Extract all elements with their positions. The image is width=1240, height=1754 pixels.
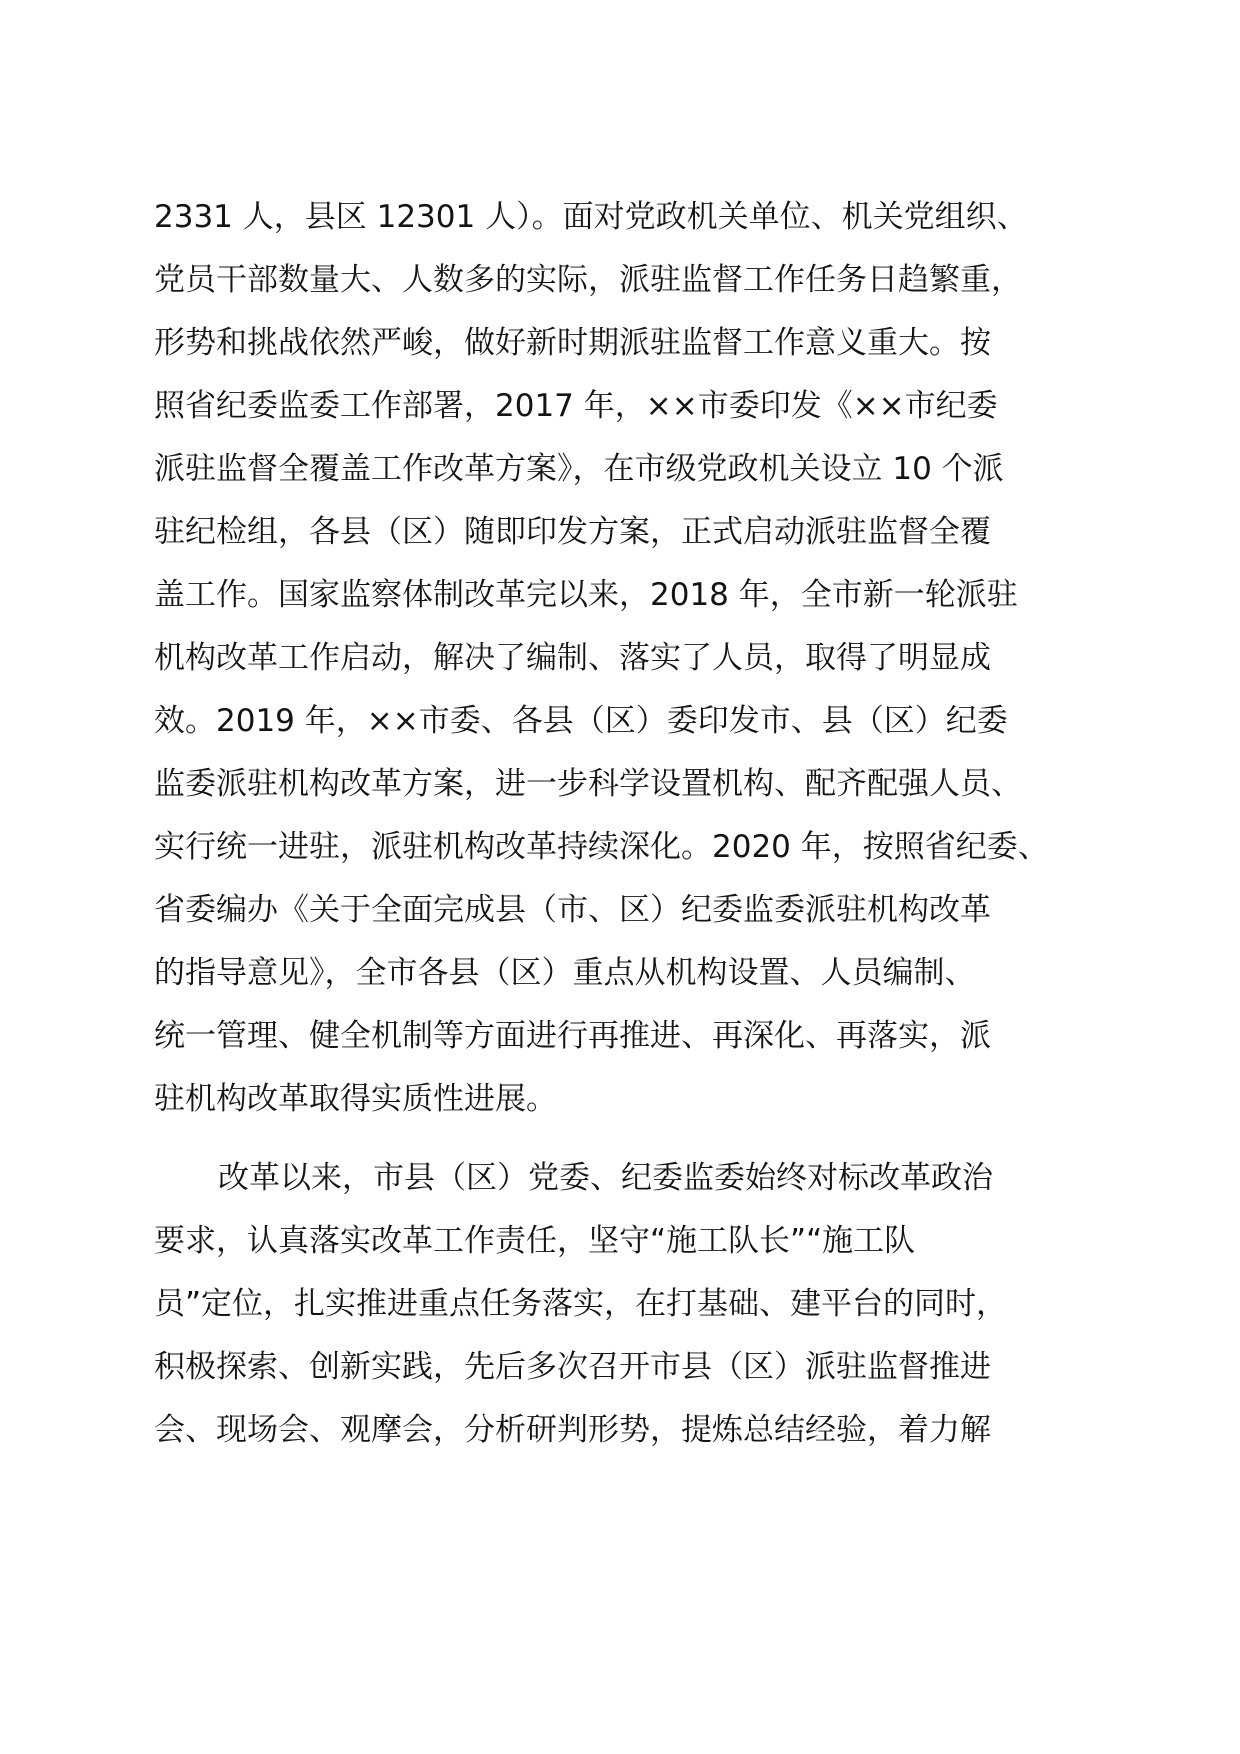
text-line: 党员干部数量大、人数多的实际，派驻监督工作任务日趋繁重， — [154, 262, 1022, 298]
text-line: 照省纪委监委工作部署，2017 年，××市委印发《××市纪委 — [154, 388, 998, 424]
text-line: 省委编办《关于全面完成县（市、区）纪委监委派驻机构改革 — [154, 892, 991, 928]
text-line: 改革以来，市县（区）党委、纪委监委始终对标改革政治 — [218, 1160, 993, 1196]
text-line: 会、现场会、观摩会，分析研判形势，提炼总结经验，着力解 — [154, 1412, 991, 1448]
text-line: 积极探索、创新实践，先后多次召开市县（区）派驻监督推进 — [154, 1349, 991, 1385]
text-line: 盖工作。国家监察体制改革完以来，2018 年，全市新一轮派驻 — [154, 577, 1018, 613]
text-line: 员”定位，扎实推进重点任务落实，在打基础、建平台的同时， — [154, 1286, 1008, 1322]
text-line: 效。2019 年，××市委、各县（区）委印发市、县（区）纪委 — [154, 703, 1008, 739]
document-body — [154, 186, 1114, 1462]
text-line: 的指导意见》，全市各县（区）重点从机构设置、人员编制、 — [154, 955, 976, 991]
text-line: 统一管理、健全机制等方面进行再推进、再深化、再落实，派 — [154, 1018, 991, 1054]
text-line: 形势和挑战依然严峻，做好新时期派驻监督工作意义重大。按 — [154, 325, 991, 361]
text-line: 实行统一进驻，派驻机构改革持续深化。2020 年，按照省纪委、 — [154, 829, 1049, 865]
text-line: 驻机构改革取得实质性进展。 — [154, 1081, 557, 1117]
text-line: 派驻监督全覆盖工作改革方案》，在市级党政机关设立 10 个派 — [154, 451, 1004, 487]
text-line: 2331 人，县区 12301 人）。面对党政机关单位、机关党组织、 — [154, 199, 1028, 235]
text-line: 要求，认真落实改革工作责任，坚守“施工队长”“施工队 — [154, 1223, 916, 1259]
paragraph-spacing — [154, 1131, 1114, 1147]
text-line: 机构改革工作启动，解决了编制、落实了人员，取得了明显成 — [154, 640, 991, 676]
text-line: 驻纪检组，各县（区）随即印发方案，正式启动派驻监督全覆 — [154, 514, 991, 550]
text-line: 监委派驻机构改革方案，进一步科学设置机构、配齐配强人员、 — [154, 766, 1022, 802]
paragraph-2 — [154, 1147, 1114, 1462]
paragraph-1 — [154, 186, 1114, 1131]
